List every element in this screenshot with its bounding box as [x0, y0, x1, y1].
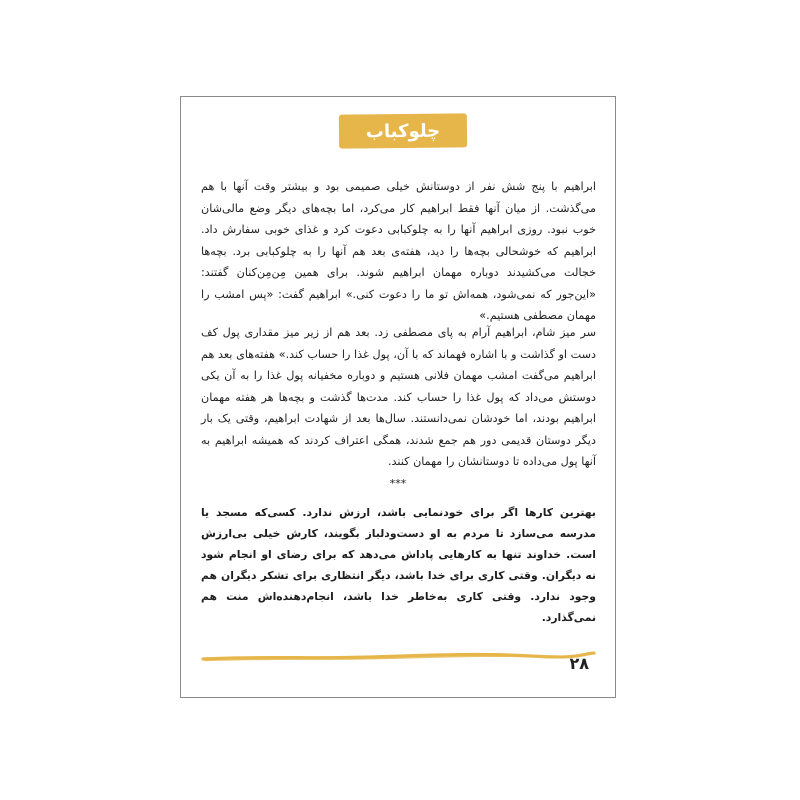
decorative-underline: [201, 647, 596, 667]
title-banner: [339, 113, 467, 148]
paragraph-2: سر میز شام، ابراهیم آرام به پای مصطفی زد. بعد هم از زیر میز مقداری پول کف دست او گذاشت و با اشاره فهماند که با آن، پول غذا را حساب کند.» هفته‌های بعد هم ابراهیم می‌گفت امشب مهمان فلانی هستیم و دوباره مخفیانه پول غذا را به آن یکی دوستش می‌داد که پول غذا را حساب کند. مدت‌ها گذشت و بچه‌ها هر هفته مهمان ابراهیم بودند، اما خودشان نمی‌دانستند. سال‌ها بعد از شهادت ابراهیم، وقتی یک بار دیگر دوستان قدیمی دور هم جمع شدند، همگی اعتراف کردند که همیشه ابراهیم به آنها پول می‌داده تا دوستانشان را مهمان کنند.: [201, 326, 596, 468]
paragraph-1: ابراهیم با پنج شش نفر از دوستانش خیلی صمیمی بود و بیشتر وقت آنها با هم می‌گذشت. از میان آنها فقط ابراهیم کار می‌کرد، اما بچه‌های دیگر وضع مالی‌شان خوب نبود. روزی ابراهیم آنها را به چلوکبابی دعوت کرد و غذای خوبی سفارش داد. ابراهیم که خوشحالی بچه‌ها را دید، هفته‌ی بعد هم آنها را به چلوکبابی برد. بچه‌ها خجالت می‌کشیدند دوباره مهمان ابراهیم شوند. برای همین مِن‌مِن‌کنان گفتند: «این‌جور که نمی‌شود، همه‌اش تو ما را دعوت کنی.» ابراهیم گفت: «پس امشب را مهمان مصطفی هستیم.»: [201, 180, 596, 322]
section-separator: ***: [389, 477, 407, 490]
book-page: [180, 96, 616, 698]
page-number: ۲۸: [569, 654, 589, 673]
page-title: چلوکباب: [365, 120, 441, 142]
paragraph-3: بهترین کارها اگر برای خودنمایی باشد، ارزش ندارد. کسی‌که مسجد یا مدرسه می‌سازد تا مردم به او دست‌ودلباز بگویند، کارش خیلی بی‌ارزش است. خداوند تنها به کارهایی پاداش می‌دهد که برای رضای او انجام شود نه دیگران. وقتی کاری برای خدا باشد، دیگر انتظاری برای تشکر دیگران هم وجود ندارد. وقتی کاری به‌خاطر خدا باشد، انجام‌دهنده‌اش منت هم نمی‌گذارد.: [201, 506, 596, 624]
